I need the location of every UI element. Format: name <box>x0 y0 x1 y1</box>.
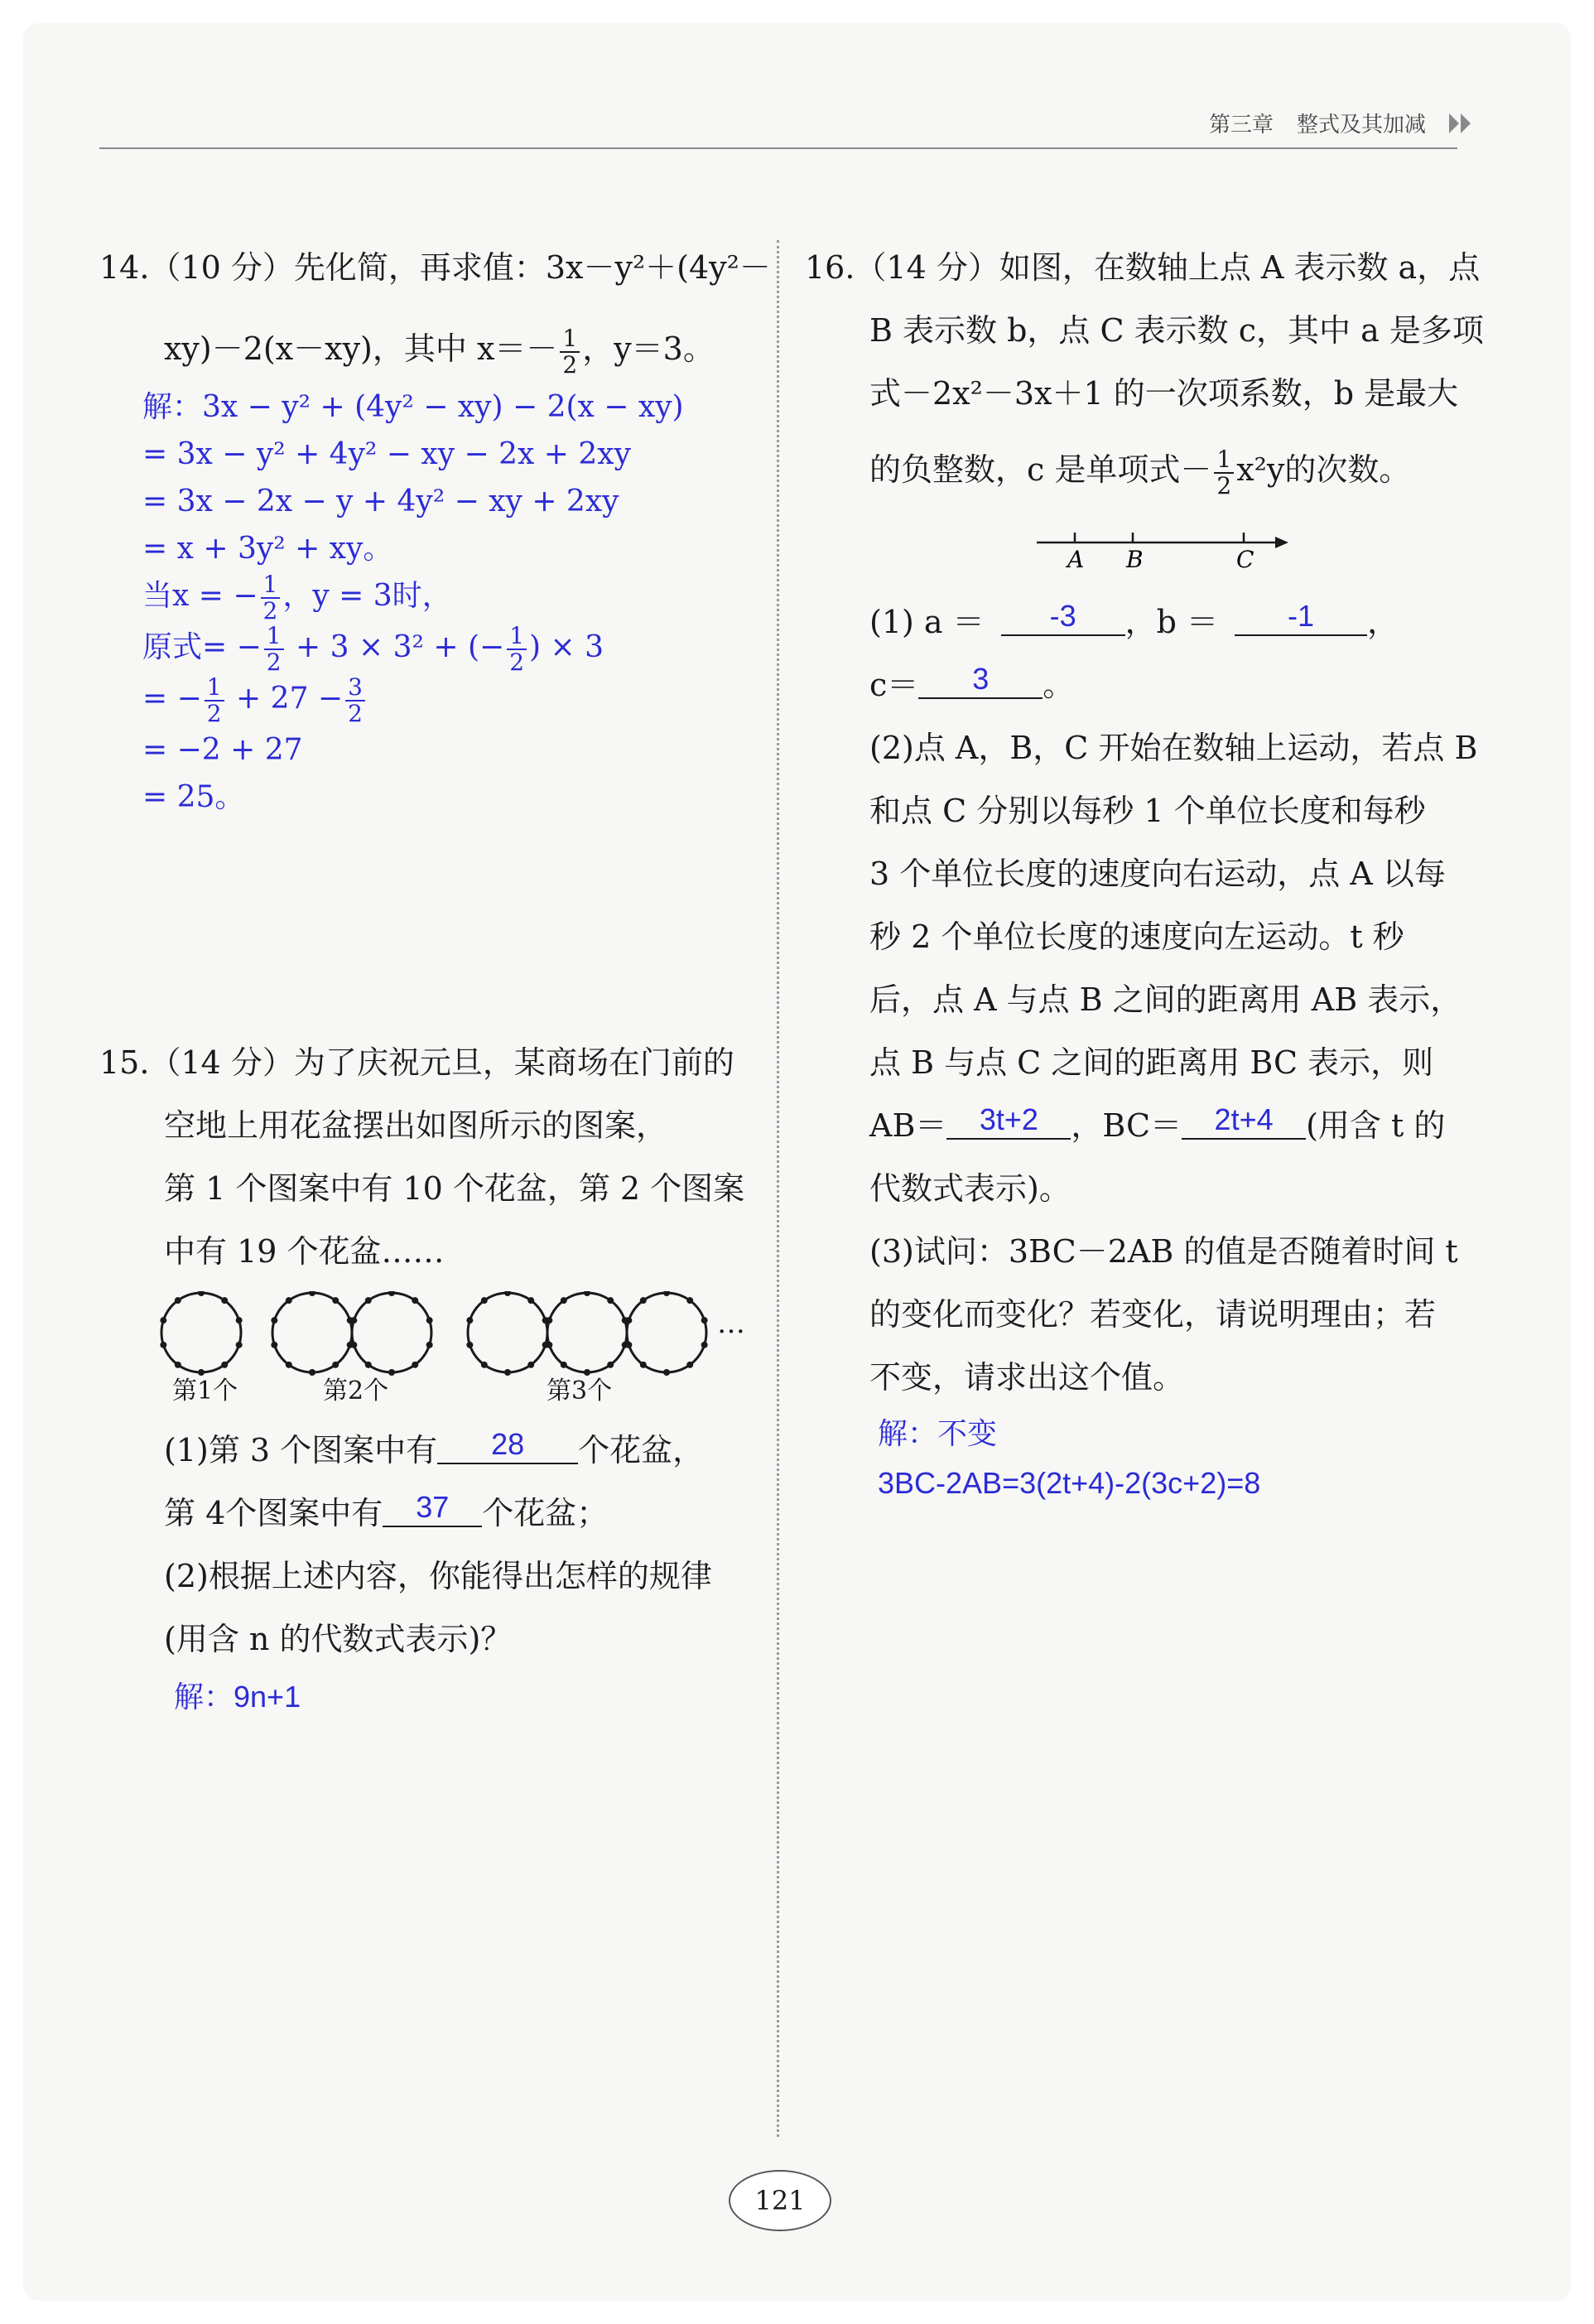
q16-part1-line2 <box>805 653 1459 716</box>
flower-pot-dot <box>607 1362 614 1368</box>
frac-denominator: 2 <box>266 649 282 676</box>
answer-blank-b[interactable]: -1 <box>1235 598 1367 636</box>
sol-line <box>142 624 754 675</box>
label-b: B <box>1126 546 1144 573</box>
flower-pot-dot <box>309 1291 315 1296</box>
answer-blank-a[interactable]: -3 <box>1001 598 1125 636</box>
pattern-ring <box>272 1293 352 1372</box>
axis-arrow <box>1275 537 1288 548</box>
sol-text: 当x = − <box>142 579 258 613</box>
frac-numerator: 1 <box>560 326 580 353</box>
frac-denominator: 2 <box>262 597 278 624</box>
flower-pot-dot <box>546 1342 552 1348</box>
frac-numerator: 1 <box>507 624 527 650</box>
flower-pot-dot <box>701 1317 708 1324</box>
q16-part1-text: c＝ <box>869 667 919 703</box>
frac-denominator: 2 <box>348 700 363 727</box>
q15-answer: 解：9n+1 <box>174 1680 301 1714</box>
flower-pot-dot <box>504 1291 511 1296</box>
frac-denominator: 2 <box>1216 471 1232 499</box>
q14-stem-line2 <box>99 317 754 380</box>
figure-caption-2: 第2个 <box>323 1377 389 1405</box>
q15-stem-line: 中有 19 个花盆…… <box>164 1233 445 1270</box>
answer-blank-37[interactable]: 37 <box>383 1489 482 1527</box>
q16-answer-line2: 3BC-2AB=3(2t+4)-2(3c+2)=8 <box>878 1466 1261 1500</box>
q15-part1-text: 第 4个图案中有 <box>164 1495 383 1531</box>
answer-blank-ab[interactable]: 3t+2 <box>946 1102 1071 1140</box>
pattern-ring <box>352 1293 431 1372</box>
flower-pot-dot <box>481 1362 488 1368</box>
figure-caption-3: 第3个 <box>547 1377 613 1405</box>
header-rule <box>99 147 1457 149</box>
number-line-svg <box>805 509 1459 584</box>
flower-pot-dot <box>466 1317 473 1324</box>
q16-stem-line: 式－2x²－3x＋1 的一次项系数，b 是最大 <box>869 375 1459 412</box>
q15-stem-line: 第 1 个图案中有 10 个花盆，第 2 个图案 <box>164 1170 745 1207</box>
q16-part2: 后，点 A 与点 B 之间的距离用 AB 表示， <box>869 981 1462 1018</box>
q16-part2-text: AB＝ <box>869 1107 947 1144</box>
q16-part2: 秒 2 个单位长度的速度向左运动。t 秒 <box>869 919 1404 955</box>
answer-blank-bc[interactable]: 2t+4 <box>1182 1102 1306 1140</box>
pattern-ring <box>627 1293 706 1372</box>
q16-part2-blanks <box>805 1094 1459 1157</box>
number-line-figure <box>805 509 1459 584</box>
flower-pot-dot <box>160 1342 166 1348</box>
sol-text: ，y = 3时， <box>282 579 452 613</box>
flower-pot-dot <box>198 1291 205 1296</box>
flower-pot-dot <box>481 1297 488 1304</box>
q15-stem-line: 空地上用花盆摆出如图所示的图案， <box>164 1107 668 1144</box>
q16-part2: 和点 C 分别以每秒 1 个单位长度和每秒 <box>869 793 1426 829</box>
flower-pot-dot <box>221 1362 228 1368</box>
q16-part2-last: 代数式表示)。 <box>869 1170 1071 1207</box>
flower-pot-dot <box>561 1362 567 1368</box>
right-column <box>805 236 1484 1508</box>
header-arrow-icon <box>1449 113 1471 133</box>
q15-part1-text: (1)第 3 个图案中有 <box>164 1432 438 1468</box>
flower-pot-dot <box>309 1369 315 1376</box>
sol-line <box>142 675 754 726</box>
flower-pot-dot <box>686 1297 693 1304</box>
q15-part1-line2 <box>99 1482 754 1545</box>
flower-pot-dot <box>527 1362 534 1368</box>
flower-pot-dot <box>160 1317 166 1324</box>
q16-part3: (3)试问：3BC－2AB 的值是否随着时间 t <box>869 1233 1458 1270</box>
sol-line: = −2 + 27 <box>142 733 303 767</box>
flower-pot-dot <box>271 1342 277 1348</box>
frac-numerator: 1 <box>261 572 281 599</box>
sol-text: 原式= − <box>142 630 262 664</box>
sol-text: = − <box>142 682 202 716</box>
frac-numerator: 1 <box>205 675 224 702</box>
q15-part2: (2)根据上述内容，你能得出怎样的规律 <box>164 1558 712 1594</box>
q15-part2: (用含 n 的代数式表示)？ <box>164 1621 513 1657</box>
q16-part2-text: (用含 t 的 <box>1306 1107 1446 1144</box>
question-14 <box>99 236 771 821</box>
q16-part1-text: ，b ＝ <box>1124 604 1219 640</box>
q14-fraction <box>560 326 580 378</box>
sol-text: + 3 × 3² + (− <box>286 630 505 664</box>
page-header <box>1209 108 1471 138</box>
frac-numerator: 1 <box>264 624 284 650</box>
flower-pot-dot <box>527 1297 534 1304</box>
flower-pot-dot <box>640 1362 647 1368</box>
sol-fraction <box>261 572 281 624</box>
flower-pot-dot <box>388 1369 395 1376</box>
flower-pot-dot <box>221 1297 228 1304</box>
flower-pot-dot <box>198 1369 205 1376</box>
frac-numerator: 3 <box>345 675 365 702</box>
question-16 <box>805 236 1484 1508</box>
flower-pot-dot <box>640 1297 647 1304</box>
q16-part3: 的变化而变化？若变化，请说明理由；若 <box>869 1296 1437 1333</box>
flower-pot-dot <box>625 1317 632 1324</box>
flower-pot-dot <box>625 1342 632 1348</box>
q16-part2: 3 个单位长度的速度向右运动，点 A 以每 <box>869 856 1446 892</box>
sol-line: = x + 3y² + xy。 <box>142 532 393 566</box>
q14-solution <box>99 383 754 821</box>
q15-stem-line: 15.（14 分）为了庆祝元旦，某商场在门前的 <box>99 1044 734 1081</box>
flower-pot-dot <box>236 1342 243 1348</box>
q16-part2-text: ，BC＝ <box>1071 1107 1182 1144</box>
flower-pot-dot <box>365 1297 372 1304</box>
flower-pot-dot <box>426 1317 433 1324</box>
sol-text: + 27 − <box>226 682 344 716</box>
pattern-ring <box>161 1293 241 1372</box>
q14-stem-line1: 14.（10 分）先化简，再求值：3x－y²＋(4y²－ <box>99 249 771 286</box>
sol-fraction <box>345 675 365 726</box>
q15-part1 <box>99 1419 754 1482</box>
q16-stem-line <box>805 438 1459 501</box>
q16-part3: 不变，请求出这个值。 <box>869 1359 1185 1396</box>
q16-part1-text: ， <box>1367 604 1399 640</box>
flower-pot-dot <box>701 1342 708 1348</box>
flower-pot-dot <box>388 1291 395 1296</box>
flower-pot-dot <box>663 1291 670 1296</box>
question-15 <box>99 1031 754 1724</box>
flower-pot-dot <box>663 1369 670 1376</box>
frac-denominator: 2 <box>562 350 578 378</box>
flower-pot-dot <box>350 1342 357 1348</box>
q16-stem-text: x²y的次数。 <box>1236 451 1411 488</box>
flower-pot-dot <box>175 1297 181 1304</box>
flower-pot-dot <box>607 1297 614 1304</box>
flower-pot-dot <box>350 1317 357 1324</box>
flower-pot-dot <box>236 1317 243 1324</box>
answer-blank-28[interactable]: 28 <box>437 1426 578 1464</box>
label-c: C <box>1236 546 1254 573</box>
flower-pattern-figure <box>99 1291 754 1415</box>
q16-part1-text: 。 <box>1043 667 1075 703</box>
q16-part1 <box>805 591 1459 653</box>
chapter-label: 第三章 <box>1209 113 1274 137</box>
q16-stem-text: 的负整数，c 是单项式－ <box>869 451 1212 488</box>
q14-stem-line2-after: ，y＝3。 <box>582 330 715 367</box>
flower-pot-dot <box>365 1362 372 1368</box>
flower-pot-dot <box>584 1291 590 1296</box>
figure-ellipsis: … <box>717 1307 745 1340</box>
sol-line <box>142 572 754 624</box>
q16-fraction <box>1214 447 1234 499</box>
figure-caption-1: 第1个 <box>172 1377 238 1405</box>
q16-part2: 点 B 与点 C 之间的距离用 BC 表示，则 <box>869 1044 1434 1081</box>
q15-part1-text: 个花盆； <box>482 1495 609 1531</box>
frac-numerator: 1 <box>1214 447 1234 474</box>
frac-denominator: 2 <box>206 700 222 727</box>
flower-pot-dot <box>412 1297 418 1304</box>
column-divider <box>777 240 779 2137</box>
chapter-title: 整式及其加减 <box>1297 113 1427 137</box>
q16-answer-line1: 解：不变 <box>878 1416 998 1450</box>
sol-line: = 3x − 2x − y + 4y² − xy + 2xy <box>142 485 619 518</box>
sol-line: 解：3x − y² + (4y² − xy) − 2(x − xy) <box>142 390 684 424</box>
q16-stem-line: 16.（14 分）如图，在数轴上点 A 表示数 a，点 <box>805 249 1481 286</box>
sol-fraction <box>205 675 224 726</box>
q14-stem-line2-text: xy)－2(x－xy)，其中 x＝－ <box>164 330 558 367</box>
sol-line: = 3x − y² + 4y² − xy − 2x + 2xy <box>142 437 631 471</box>
sol-text: ) × 3 <box>529 630 604 664</box>
flower-pot-dot <box>426 1342 433 1348</box>
flower-pot-dot <box>504 1369 511 1376</box>
q16-part1-text: (1) a ＝ <box>869 604 985 640</box>
left-column <box>99 236 771 1714</box>
sol-line: = 25。 <box>142 780 245 814</box>
flower-pot-dot <box>332 1362 339 1368</box>
pattern-ring <box>547 1293 627 1372</box>
q15-part1-text: 个花盆， <box>578 1432 705 1468</box>
page-number: 121 <box>729 2170 831 2231</box>
q16-stem-line: B 表示数 b，点 C 表示数 c，其中 a 是多项 <box>869 312 1484 349</box>
pattern-ring <box>468 1293 547 1372</box>
sol-fraction <box>264 624 284 675</box>
flower-pot-dot <box>332 1297 339 1304</box>
flower-pot-dot <box>271 1317 277 1324</box>
q16-part2: (2)点 A，B，C 开始在数轴上运动，若点 B <box>869 730 1478 766</box>
flower-pot-dot <box>175 1362 181 1368</box>
flower-pot-dot <box>286 1362 292 1368</box>
flower-pot-dot <box>286 1297 292 1304</box>
flower-pot-dot <box>466 1342 473 1348</box>
sol-fraction <box>507 624 527 675</box>
label-a: A <box>1067 546 1085 573</box>
flower-pot-dot <box>412 1362 418 1368</box>
flower-pot-dot <box>546 1317 552 1324</box>
frac-denominator: 2 <box>509 649 525 676</box>
flower-pot-dot <box>584 1369 590 1376</box>
flower-pot-dot <box>686 1362 693 1368</box>
flower-pot-dot <box>561 1297 567 1304</box>
answer-blank-c[interactable]: 3 <box>918 661 1043 699</box>
